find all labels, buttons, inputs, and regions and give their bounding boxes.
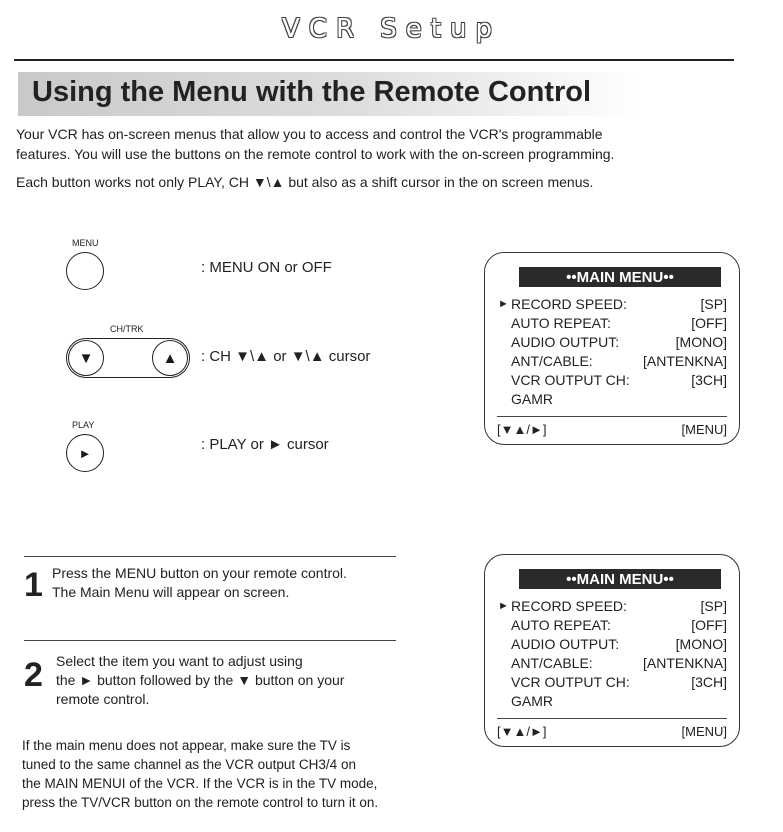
channel-down-icon: ▼ xyxy=(68,340,104,376)
menu-item-audio-output: AUDIO OUTPUT: [MONO] xyxy=(511,636,727,652)
main-menu-header: ••MAIN MENU•• xyxy=(519,267,721,287)
footer-menu-hint: [MENU] xyxy=(681,422,727,437)
note-line-3: the MAIN MENUI of the VCR. If the VCR is in the TV mode, xyxy=(22,776,378,791)
main-menu-header: ••MAIN MENU•• xyxy=(519,569,721,589)
play-button-label: PLAY xyxy=(72,420,95,430)
channel-up-icon: ▲ xyxy=(152,340,188,376)
step-1-number: 1 xyxy=(24,566,43,604)
menu-item-vcr-output-ch: VCR OUTPUT CH: [3CH] xyxy=(511,372,727,388)
note-line-1: If the main menu does not appear, make sure the TV is xyxy=(22,738,351,753)
cursor-icon: ► xyxy=(498,600,509,612)
footer-navigation-hint: [▼▲/►] xyxy=(497,724,547,739)
footer-navigation-hint: [▼▲/►] xyxy=(497,422,547,437)
step-2-text-line-1: Select the item you want to adjust using xyxy=(56,653,303,669)
menu-item-record-speed: ► RECORD SPEED: [SP] xyxy=(498,598,727,614)
step-divider xyxy=(24,640,396,641)
menu-item-ant-cable: ANT/CABLE: [ANTENKNA] xyxy=(511,655,727,671)
step-1-text-line-2: The Main Menu will appear on screen. xyxy=(52,584,290,600)
menu-button-label: MENU xyxy=(72,238,99,248)
menu-button-description: : MENU ON or OFF xyxy=(201,259,332,276)
step-2-text-line-2: the ► button followed by the ▼ button on your xyxy=(56,672,345,688)
main-menu-footer xyxy=(497,718,727,740)
menu-item-ant-cable: ANT/CABLE: [ANTENKNA] xyxy=(511,353,727,369)
note-line-4: press the TV/VCR button on the remote control to turn it on. xyxy=(22,795,379,810)
footer-menu-hint: [MENU] xyxy=(681,724,727,739)
main-menu-footer xyxy=(497,416,727,438)
menu-item-gamr: GAMR xyxy=(511,693,553,709)
main-menu-screen xyxy=(484,554,740,747)
play-button-description: : PLAY or ► cursor xyxy=(201,436,329,453)
menu-item-record-speed: ► RECORD SPEED: [SP] xyxy=(498,296,727,312)
menu-item-auto-repeat: AUTO REPEAT: [OFF] xyxy=(511,315,727,331)
header-divider xyxy=(14,59,734,61)
chtrk-button-description: : CH ▼\▲ or ▼\▲ cursor xyxy=(201,348,371,365)
step-2-number: 2 xyxy=(24,656,43,694)
section-title: Using the Menu with the Remote Control xyxy=(18,72,639,116)
menu-item-vcr-output-ch: VCR OUTPUT CH: [3CH] xyxy=(511,674,727,690)
menu-item-gamr: GAMR xyxy=(511,391,553,407)
chtrk-button-label: CH/TRK xyxy=(110,324,144,334)
page-header-title: VCR Setup xyxy=(282,14,501,44)
intro-line-1: Your VCR has on-screen menus that allow you to access and control the VCR's programmable xyxy=(16,126,603,142)
cursor-icon: ► xyxy=(498,298,509,310)
menu-item-auto-repeat: AUTO REPEAT: [OFF] xyxy=(511,617,727,633)
note-line-2: tuned to the same channel as the VCR output CH3/4 on xyxy=(22,757,356,772)
intro-line-2: features. You will use the buttons on the remote control to work with the on-screen programming. xyxy=(16,146,615,162)
menu-button-icon xyxy=(66,252,104,290)
menu-item-audio-output: AUDIO OUTPUT: [MONO] xyxy=(511,334,727,350)
step-1-text-line-1: Press the MENU button on your remote control. xyxy=(52,565,347,581)
main-menu-screen xyxy=(484,252,740,445)
step-divider xyxy=(24,556,396,557)
step-2-text-line-3: remote control. xyxy=(56,691,150,707)
play-icon: ► xyxy=(66,434,104,472)
intro-line-3: Each button works not only PLAY, CH ▼\▲ but also as a shift cursor in the on screen menus. xyxy=(16,174,594,190)
